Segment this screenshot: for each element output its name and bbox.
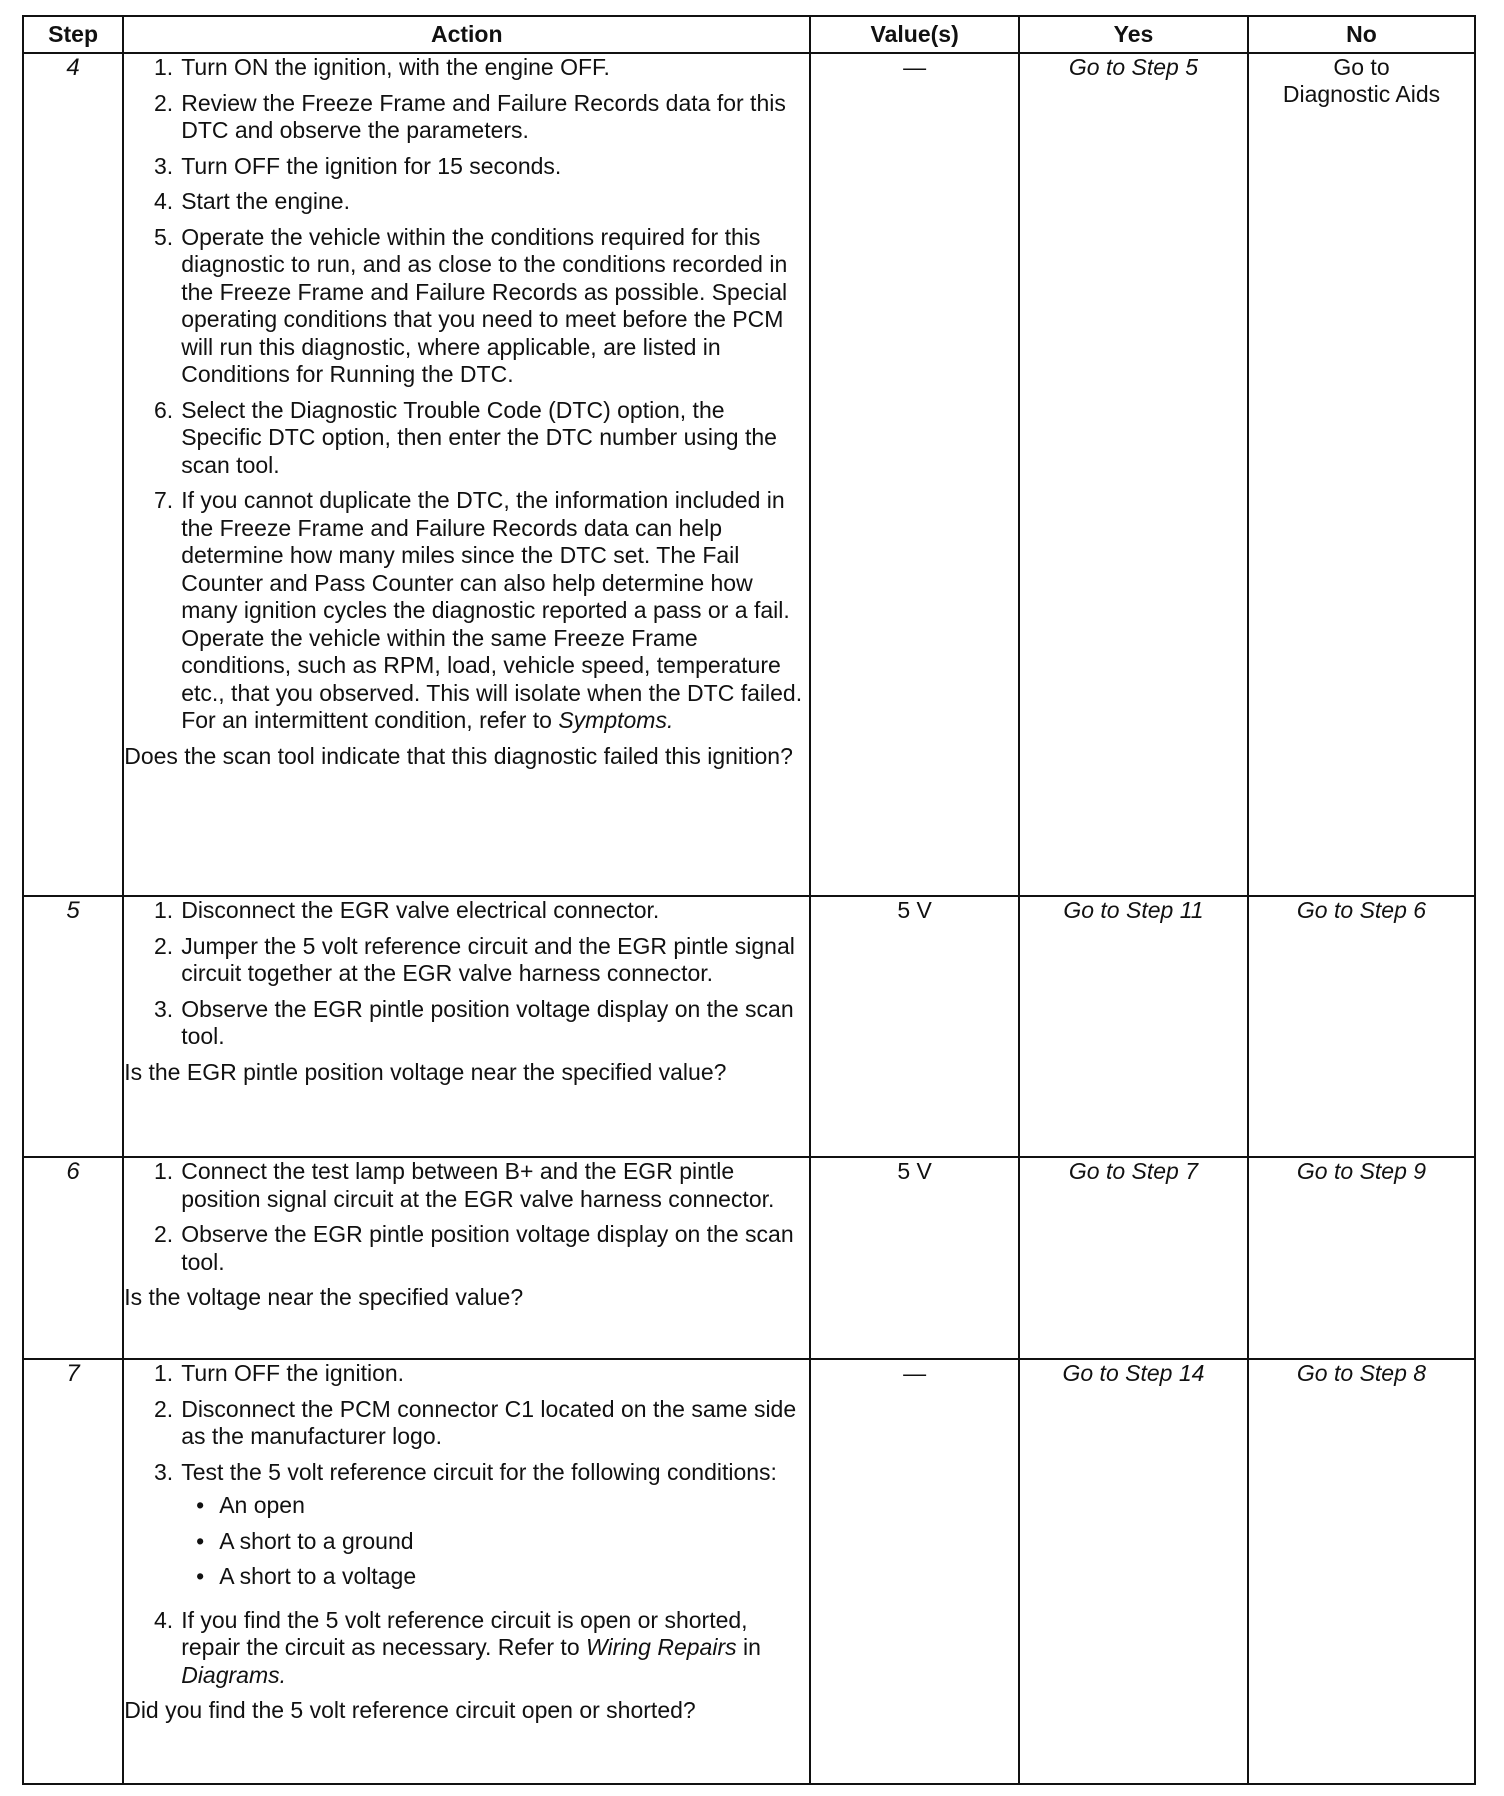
wiring-repairs-reference: Wiring Repairs	[586, 1634, 737, 1660]
step-question: Does the scan tool indicate that this diagnostic failed this ignition?	[124, 742, 793, 769]
table-row-step-6	[23, 1157, 1475, 1359]
list-item: 3. Turn OFF the ignition for 15 seconds.	[154, 152, 562, 179]
list-item: 2. Disconnect the PCM connector C1 located on the same side as the manufacturer logo.	[154, 1395, 797, 1449]
header-yes: Yes	[1019, 16, 1248, 53]
bullet-item: • A short to a ground	[196, 1527, 414, 1554]
action-steps	[124, 1158, 809, 1276]
step-number: 6	[23, 1157, 123, 1359]
action-cell	[123, 53, 810, 896]
list-item: 1. Disconnect the EGR valve electrical connector.	[154, 897, 660, 923]
list-item: 6. Select the Diagnostic Trouble Code (DTC) option, the Specific DTC option, then enter the DTC number using the scan tool.	[154, 396, 777, 478]
action-steps	[124, 897, 809, 1051]
action-cell	[123, 1157, 810, 1359]
action-cell	[123, 1359, 810, 1784]
yes-cell	[1019, 1157, 1248, 1359]
list-item: 7. If you cannot duplicate the DTC, the information included in the Freeze Frame and Failure Records data can help determine how many miles since the DTC set. The Fail Counter and Pass Counter can also help determine how many ignition cycles the diagnostic reported a pass or a fail. Operate the vehicle within the same Freeze Frame conditions, such as RPM, load, vehicle speed, temperature etc., that you observed. This will isolate when the DTC failed. For an intermittent condition, refer to Symptoms.	[154, 487, 803, 733]
step-question: Did you find the 5 volt reference circuit open or shorted?	[124, 1697, 696, 1723]
no-action-line2: Diagnostic Aids	[1282, 81, 1441, 107]
no-action: Go to Step 9	[1296, 1158, 1427, 1184]
step-number: 7	[23, 1359, 123, 1784]
list-item: 1. Turn ON the ignition, with the engine OFF.	[154, 54, 610, 80]
table-row-step-7	[23, 1359, 1475, 1784]
bullet-item: • An open	[196, 1492, 305, 1518]
list-item: 5. Operate the vehicle within the conditions required for this diagnostic to run, and as close to the conditions recorded in the Freeze Frame and Failure Records as possible. Special operating conditions that you need to meet before the PCM will run this diagnostic, where applicable, are listed in Conditions for Running the DTC.	[154, 223, 788, 387]
yes-cell	[1019, 53, 1248, 896]
table-row-step-4	[23, 53, 1475, 896]
list-item: 2. Observe the EGR pintle position voltage display on the scan tool.	[154, 1221, 794, 1275]
header-row	[23, 16, 1475, 53]
yes-cell	[1019, 896, 1248, 1157]
no-action: Go to Step 8	[1296, 1360, 1427, 1386]
value-cell: 5 V	[810, 1157, 1019, 1359]
yes-action: Go to Step 5	[1068, 54, 1199, 80]
yes-action: Go to Step 11	[1063, 897, 1204, 923]
no-cell	[1248, 53, 1475, 896]
action-steps	[124, 54, 809, 735]
bullet-item: • A short to a voltage	[196, 1563, 417, 1589]
list-item: 3. Observe the EGR pintle position voltage display on the scan tool.	[154, 995, 794, 1049]
list-item: 4. If you find the 5 volt reference circuit is open or shorted, repair the circuit as necessary. Refer to Wiring Repairs in Diagrams.	[154, 1606, 761, 1688]
action-steps	[124, 1360, 809, 1689]
step-number: 5	[23, 896, 123, 1157]
table-row-step-5	[23, 896, 1475, 1157]
step-number: 4	[23, 53, 123, 896]
no-cell	[1248, 896, 1475, 1157]
value-cell: —	[810, 1359, 1019, 1784]
no-action-line1: Go to	[1333, 54, 1390, 80]
no-action: Go to Step 6	[1296, 897, 1427, 923]
header-action: Action	[123, 16, 810, 53]
no-cell	[1248, 1359, 1475, 1784]
diagnostic-table-sheet	[22, 15, 1476, 1785]
diagnostic-table	[22, 15, 1476, 1785]
action-cell	[123, 896, 810, 1157]
step-question: Is the voltage near the specified value?	[124, 1284, 524, 1310]
list-item: 4. Start the engine.	[154, 188, 350, 214]
header-no: No	[1248, 16, 1475, 53]
list-item: 1. Turn OFF the ignition.	[154, 1360, 405, 1386]
list-item: 2. Jumper the 5 volt reference circuit and the EGR pintle signal circuit together at the EGR valve harness connector.	[154, 932, 795, 986]
no-cell	[1248, 1157, 1475, 1359]
value-cell: —	[810, 53, 1019, 896]
symptoms-reference: Symptoms.	[558, 707, 674, 733]
yes-action: Go to Step 7	[1068, 1158, 1199, 1184]
step-question: Is the EGR pintle position voltage near the specified value?	[124, 1058, 727, 1085]
condition-bullets	[181, 1492, 809, 1591]
list-item: 2. Review the Freeze Frame and Failure Records data for this DTC and observe the parameters.	[154, 89, 786, 143]
yes-cell	[1019, 1359, 1248, 1784]
list-item: 1. Connect the test lamp between B+ and the EGR pintle position signal circuit at the EGR valve harness connector.	[154, 1158, 775, 1212]
value-cell: 5 V	[810, 896, 1019, 1157]
header-values: Value(s)	[810, 16, 1019, 53]
yes-action: Go to Step 14	[1062, 1360, 1205, 1386]
header-step: Step	[23, 16, 123, 53]
list-item: 3. Test the 5 volt reference circuit for the following conditions: • An open • A short to a ground • A short to a voltage	[124, 1459, 809, 1599]
diagrams-reference: Diagrams.	[181, 1661, 287, 1688]
